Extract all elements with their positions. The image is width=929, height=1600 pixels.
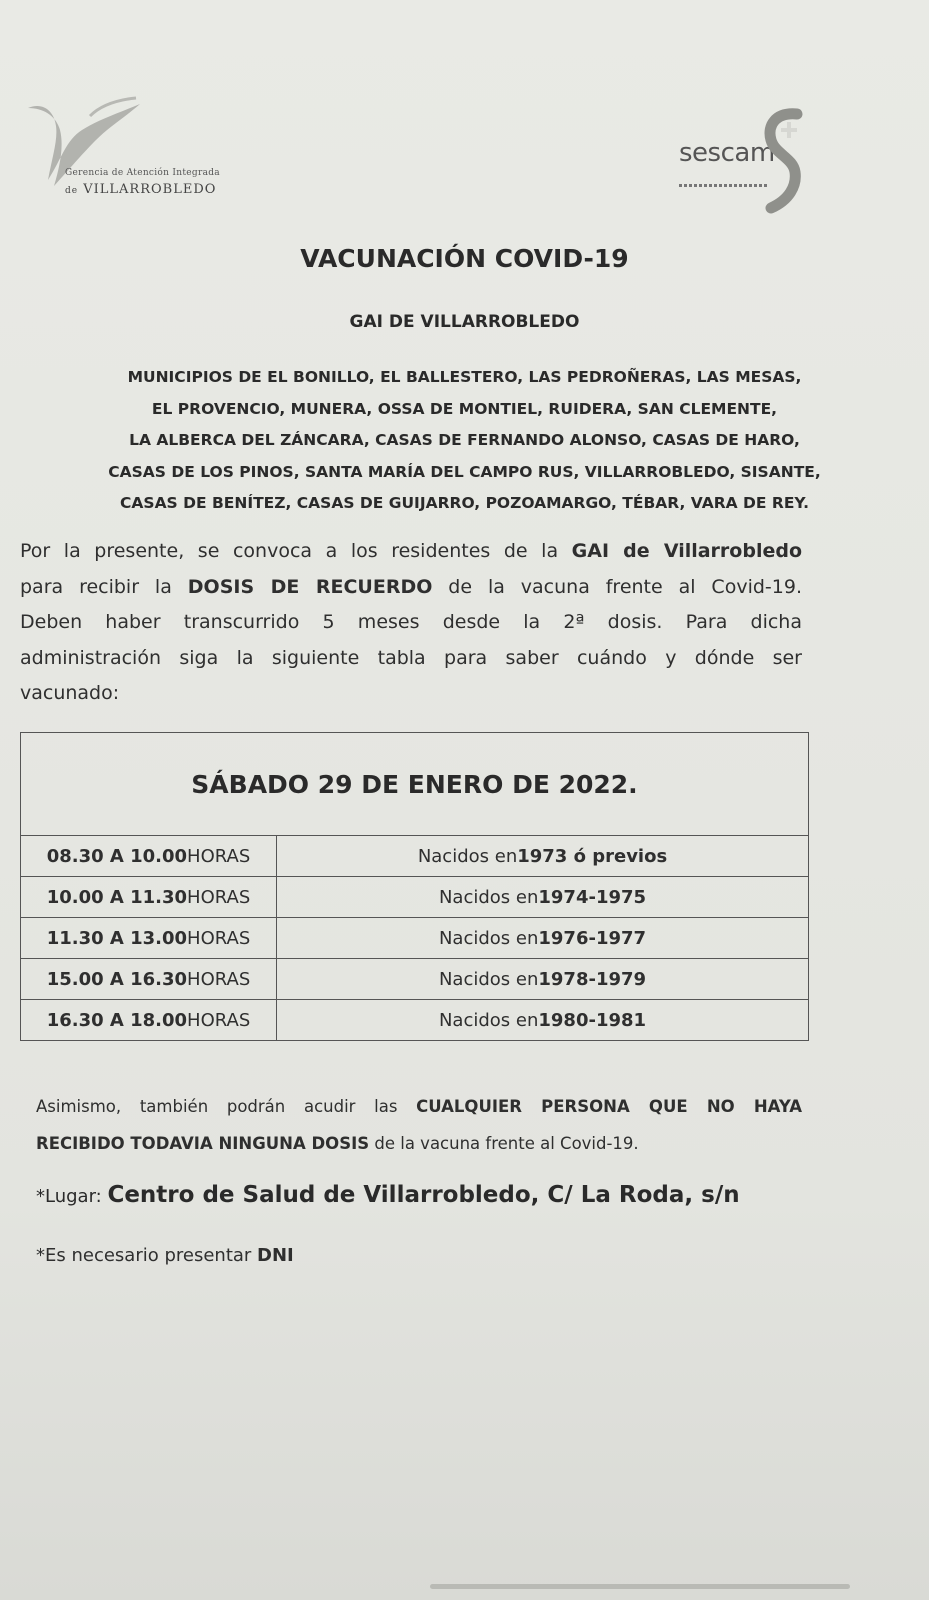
time-cell: 10.00 A 11.30 HORAS (21, 877, 277, 917)
birth-years-cell: Nacidos en 1974-1975 (438, 886, 647, 908)
table-row (21, 959, 808, 1000)
intro-line: vacunado: (20, 682, 120, 704)
page-bottom-edge (430, 1584, 850, 1589)
page-title: VACUNACIÓN COVID-19 (300, 244, 629, 273)
villarrobledo-text: de VILLARROBLEDO (65, 182, 217, 197)
schedule-table (20, 732, 809, 1041)
also-line: Asimismo, también podrán acudir las CUALQUIER PERSONA QUE NO HAYA (36, 1097, 802, 1116)
intro-line: Por la presente, se convoca a los residentes de la GAI de Villarrobledo (20, 540, 802, 562)
time-cell: 15.00 A 16.30 HORAS (21, 959, 277, 999)
table-row (21, 836, 808, 877)
time-cell: 16.30 A 18.00 HORAS (21, 1000, 277, 1040)
municipios-line: EL PROVENCIO, MUNERA, OSSA DE MONTIEL, RUIDERA, SAN CLEMENTE, (151, 399, 778, 418)
time-cell: 11.30 A 13.00 HORAS (21, 918, 277, 958)
table-row (21, 1000, 808, 1040)
intro-line: Deben haber transcurrido 5 meses desde la 2ª dosis. Para dicha (20, 611, 802, 633)
schedule-date-header: SÁBADO 29 DE ENERO DE 2022. (21, 733, 808, 836)
birth-years-cell: Nacidos en 1973 ó previos (417, 845, 668, 867)
page-subtitle: GAI DE VILLARROBLEDO (349, 312, 580, 332)
municipios-line: CASAS DE LOS PINOS, SANTA MARÍA DEL CAMPO RUS, VILLARROBLEDO, SISANTE, (108, 462, 821, 481)
intro-line: para recibir la DOSIS DE RECUERDO de la vacuna frente al Covid-19. (20, 575, 802, 598)
location-line: *Lugar: Centro de Salud de Villarrobledo, C/ La Roda, s/n (36, 1182, 740, 1208)
sescam-logo (675, 108, 835, 218)
sescam-s-logo-icon (761, 108, 807, 214)
table-row (21, 918, 808, 959)
table-row (21, 877, 808, 918)
birth-years-cell: Nacidos en 1978-1979 (438, 968, 647, 990)
intro-line: administración siga la siguiente tabla para saber cuándo y dónde ser (20, 646, 802, 669)
also-line: RECIBIDO TODAVIA NINGUNA DOSIS de la vacuna frente al Covid-19. (36, 1134, 639, 1153)
also-paragraph (36, 1088, 802, 1162)
birth-years-cell: Nacidos en 1976-1977 (438, 927, 647, 949)
municipios-list (0, 362, 929, 520)
municipios-line: LA ALBERCA DEL ZÁNCARA, CASAS DE FERNANDO ALONSO, CASAS DE HARO, (129, 431, 800, 449)
stylized-bird-logo-icon (20, 96, 160, 196)
dni-note: *Es necesario presentar DNI (36, 1245, 294, 1266)
municipios-line: CASAS DE BENÍTEZ, CASAS DE GUIJARRO, POZOAMARGO, TÉBAR, VARA DE REY. (120, 494, 809, 512)
sescam-subtitle-line (679, 184, 769, 187)
birth-years-cell: Nacidos en 1980-1981 (438, 1009, 647, 1031)
time-cell: 08.30 A 10.00 HORAS (21, 836, 277, 876)
gai-villarrobledo-logo (20, 96, 280, 206)
municipios-line: MUNICIPIOS DE EL BONILLO, EL BALLESTERO, LAS PEDROÑERAS, LAS MESAS, (127, 368, 802, 386)
intro-paragraph (20, 534, 802, 712)
sescam-name: sescam (679, 138, 775, 168)
gerencia-text: Gerencia de Atención Integrada (65, 168, 220, 178)
